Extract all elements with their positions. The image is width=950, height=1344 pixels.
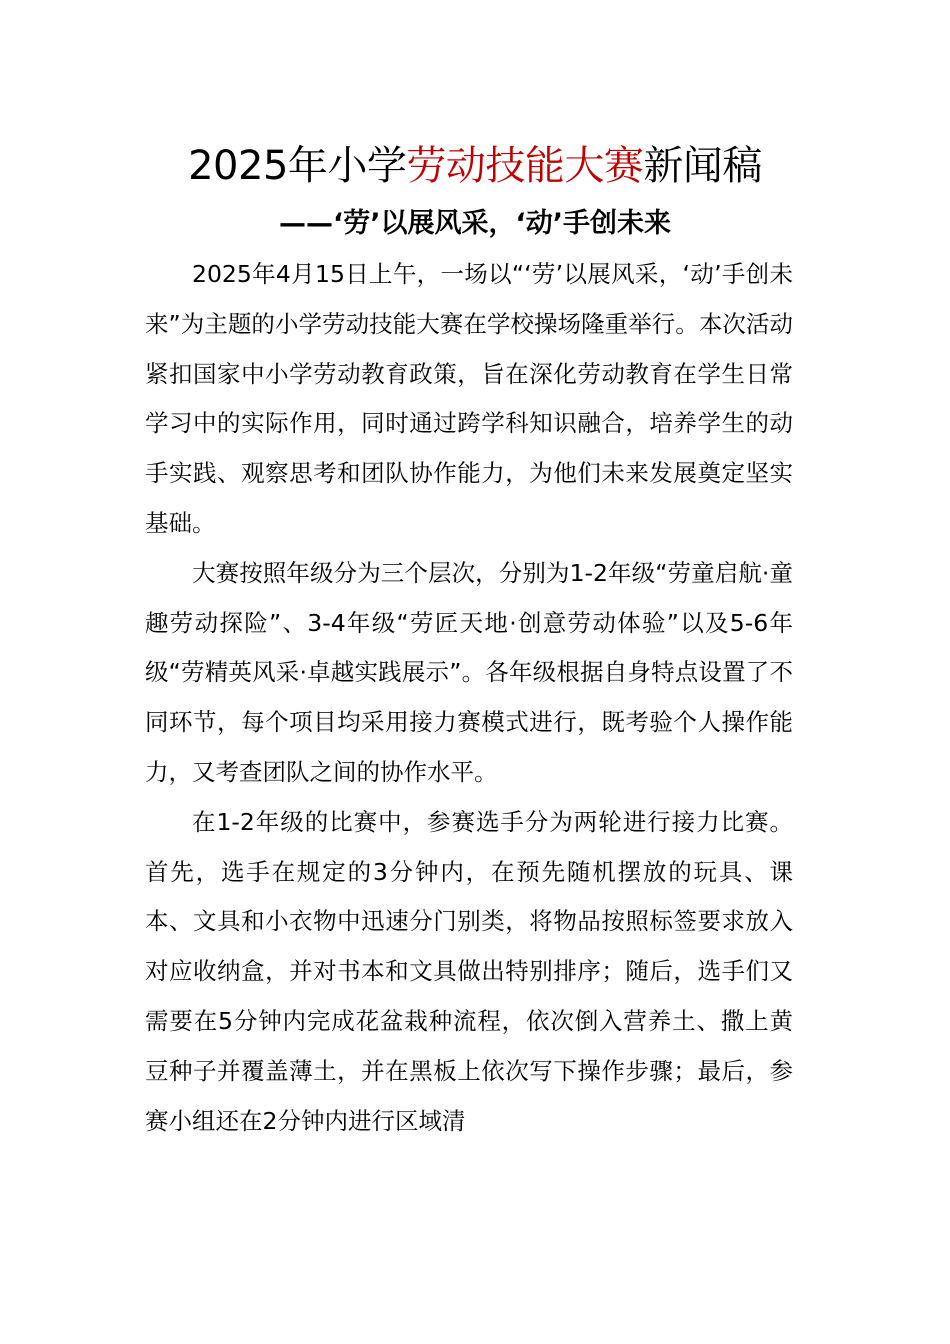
page-subtitle: ——‘劳’以展风采，‘动’手创未来 bbox=[278, 208, 672, 239]
page-title bbox=[0, 138, 950, 194]
paragraph-grade-1-2: 在1-2年级的比赛中，参赛选手分为两轮进行接力比赛。首先，选手在规定的3分钟内，在预先随机摆放的玩具、课本、文具和小衣物中迅速分门别类，将物品按照标签要求放入对应收纳盒，并对书本和文具做出特别排序；随后，选手们又需要在5分钟内完成花盆栽种流程，依次倒入营养土、撒上黄豆种子并覆盖薄土，并在黑板上依次写下操作步骤；最后，参赛小组还在2分钟内进行区域清 bbox=[145, 807, 793, 1135]
paragraph-intro: 2025年4月15日上午，一场以“‘劳’以展风采，‘动’手创未来”为主题的小学劳动技能大赛在学校操场隆重举行。本次活动紧扣国家中小学劳动教育政策，旨在深化劳动教育在学生日常学习中的实际作用，同时通过跨学科知识融合，培养学生的动手实践、观察思考和团队协作能力，为他们未来发展奠定坚实基础。 bbox=[145, 260, 793, 537]
title-highlight: 劳动技能大赛 bbox=[406, 143, 644, 189]
paragraph-levels: 大赛按照年级分为三个层次，分别为1-2年级“劳童启航·童趣劳动探险”、3-4年级“劳匠天地·创意劳动体验”以及5-6年级“劳精英风采·卓越实践展示”。各年级根据自身特点设置了不同环节，每个项目均采用接力赛模式进行，既考验个人操作能力，又考查团队之间的协作水平。 bbox=[145, 558, 793, 786]
title-suffix: 新闻稿 bbox=[643, 143, 762, 189]
title-prefix: 2025年小学 bbox=[188, 143, 407, 189]
article-body bbox=[145, 250, 793, 1146]
